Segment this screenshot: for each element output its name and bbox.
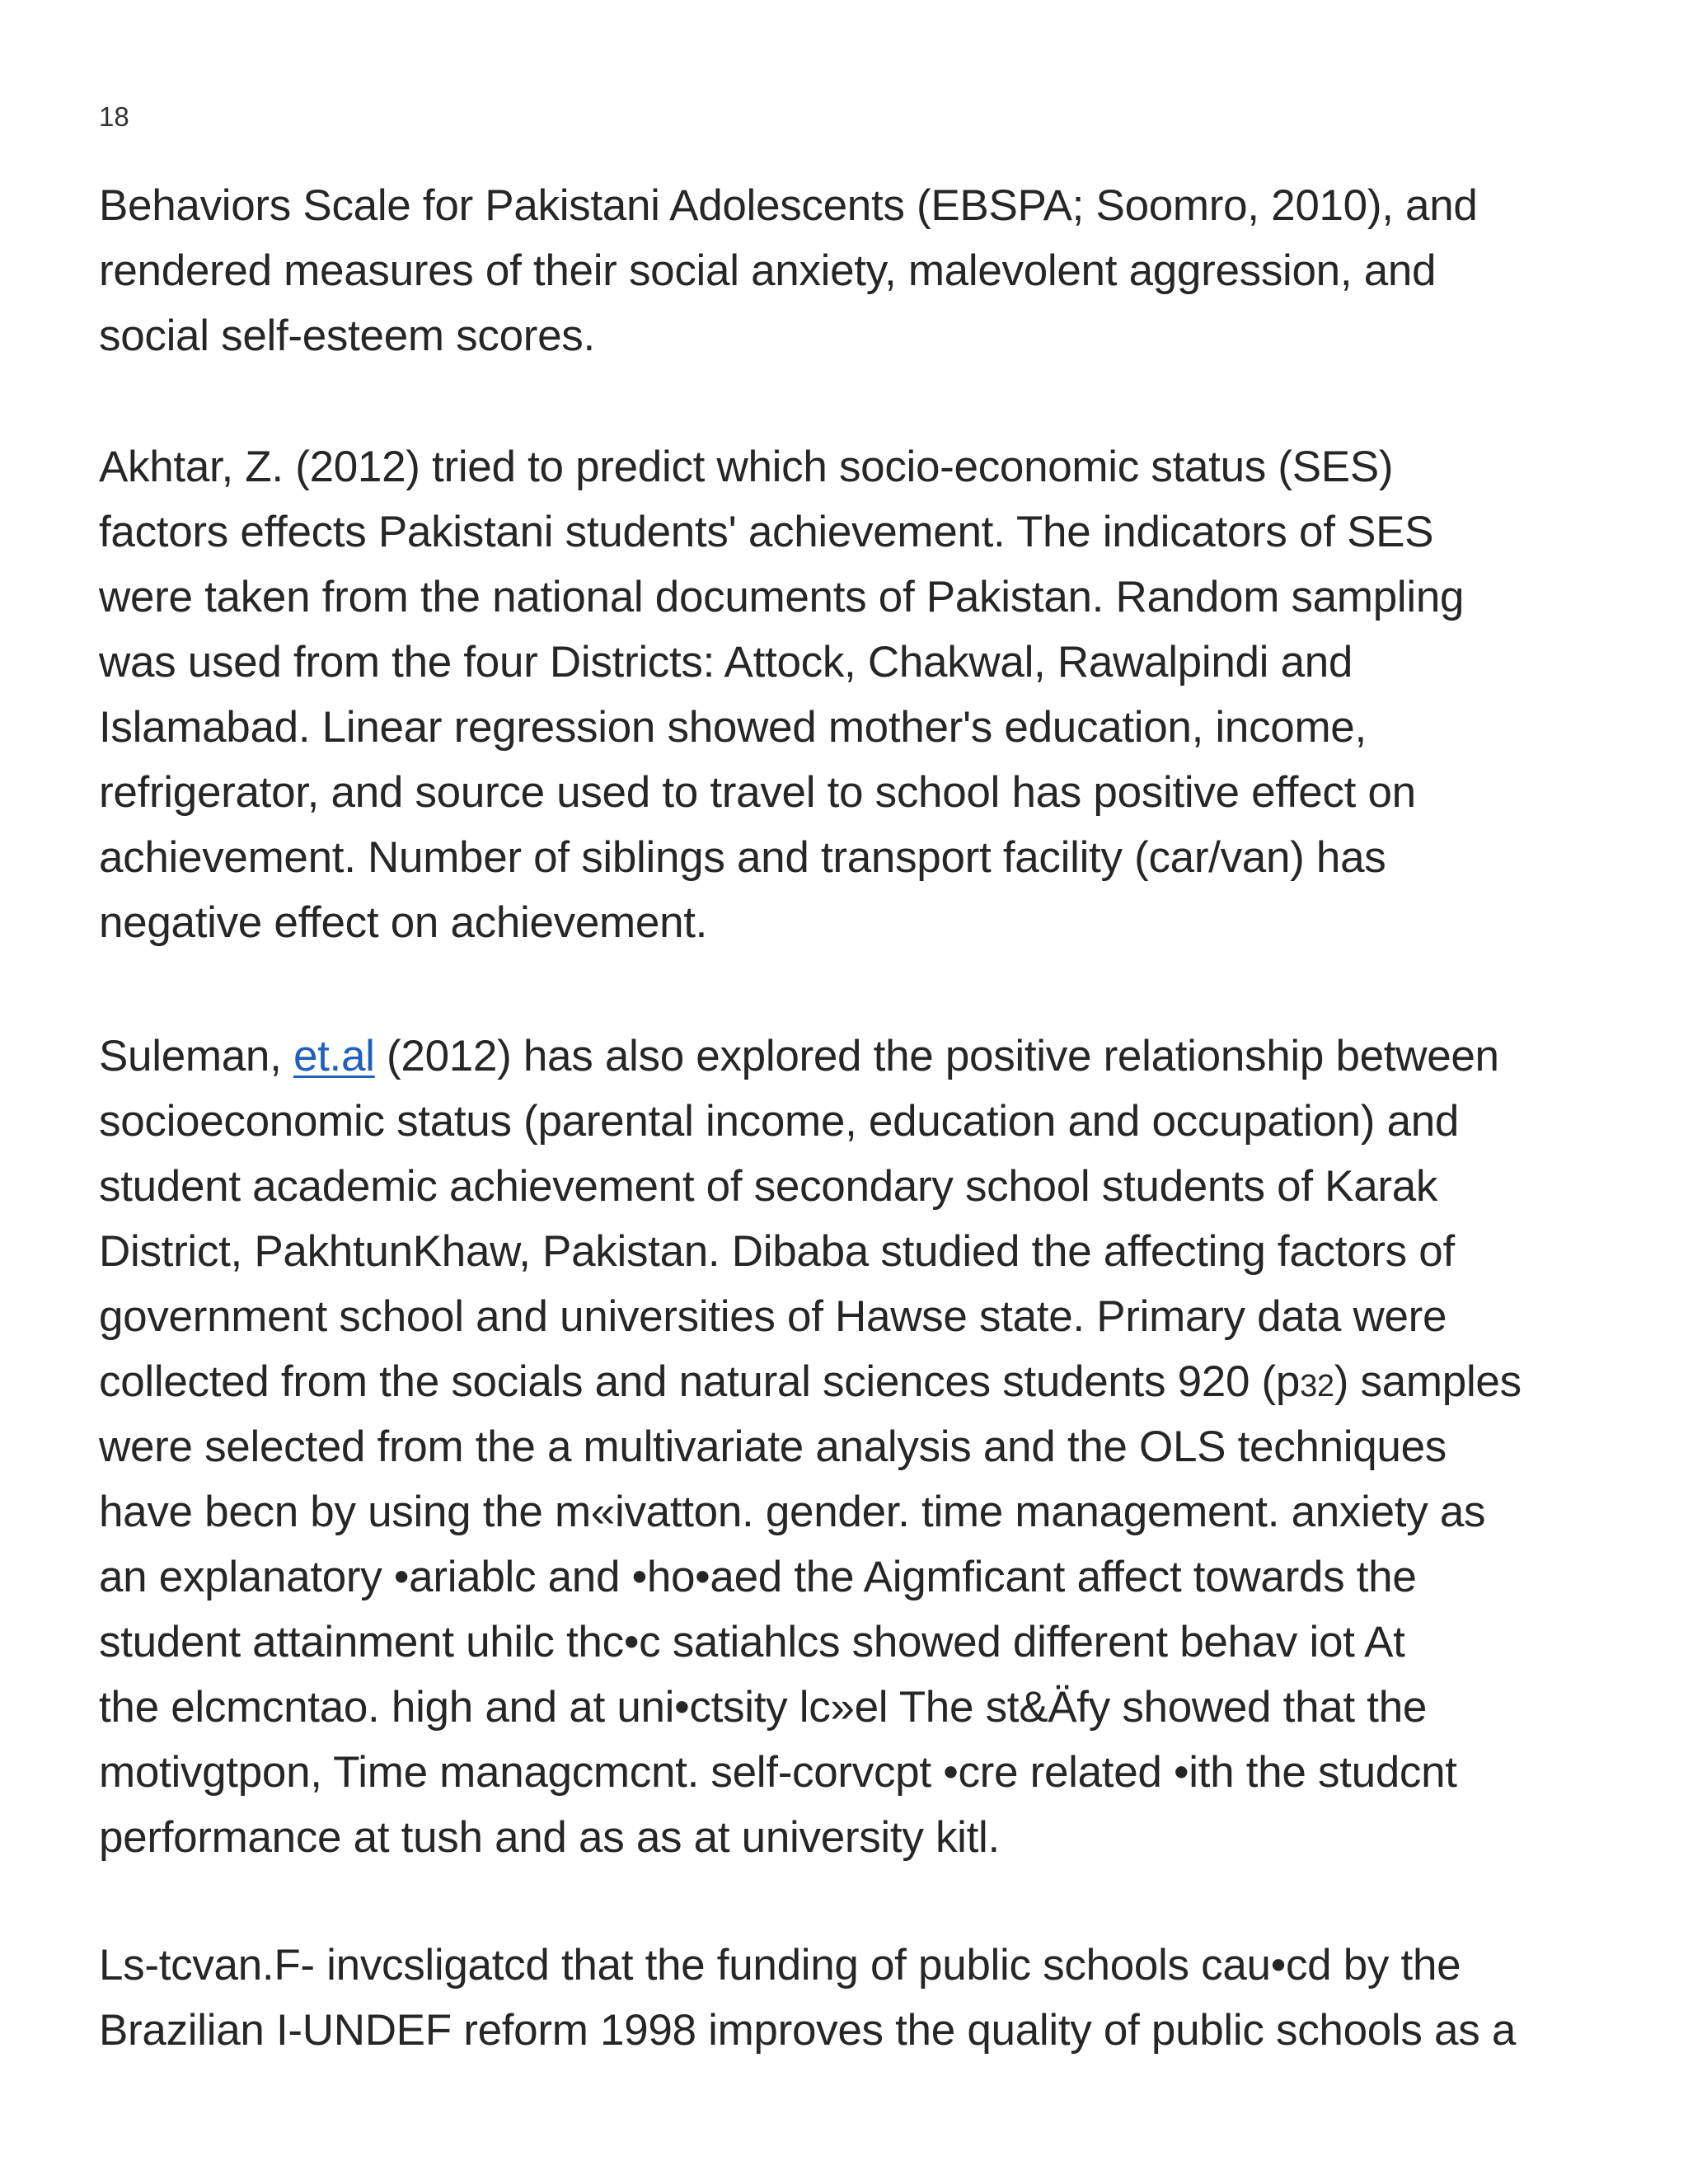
text-line: were taken from the national documents of Pakistan. Random sampling [99,573,1465,621]
text-line: negative effect on achievement. [99,898,708,947]
text-segment: (2012) has also explored the positive relationship between [374,1032,1499,1080]
text-line: rendered measures of their social anxiety, malevolent aggression, and [99,246,1437,295]
text-line: government school and universities of Hawse state. Primary data were [99,1292,1447,1341]
text-line: the elcmcntao. high and at uni•ctsity lc»el The st&Äfy showed that the [99,1683,1428,1732]
text-line: an explanatory •ariablc and •ho•aed the Aigmficant affect towards the [99,1553,1417,1601]
text-line: were selected from the a multivariate analysis and the OLS techniques [99,1422,1447,1471]
text-line: refrigerator, and source used to travel to school has positive effect on [99,768,1416,817]
text-line: factors effects Pakistani students' achievement. The indicators of SES [99,508,1434,556]
text-line: have becn by using the m«ivatton. gender. time management. anxiety as [99,1488,1486,1536]
text-line: achievement. Number of siblings and transport facility (car/van) has [99,833,1386,882]
text-line: Islamabad. Linear regression showed mother's education, income, [99,703,1367,752]
text-line [99,1024,1615,1089]
text-segment: ) samples [1334,1357,1522,1406]
text-segment: Suleman, [99,1032,293,1080]
paragraph-akhtar [99,434,1615,955]
text-line: student academic achievement of secondary school students of Karak [99,1162,1438,1211]
text-line: Akhtar, Z. (2012) tried to predict which socio-economic status (SES) [99,443,1394,491]
text-segment: collected from the socials and natural sciences students 920 (p [99,1357,1301,1406]
text-line: social self-esteem scores. [99,312,595,360]
text-line: Brazilian I-UNDEF reform 1998 improves the quality of public schools as a [99,2006,1517,2055]
text-line: socioeconomic status (parental income, education and occupation) and [99,1097,1460,1146]
page-number: 18 [99,101,129,132]
small-text-segment: 32 [1300,1369,1334,1404]
text-line: student attainment uhilc thc•c satiahlcs showed different behav iot At [99,1618,1405,1666]
paragraph-suleman [99,1024,1615,1870]
paragraph-brazil-fundef [99,1933,1615,2063]
paragraph-ebspa [99,173,1615,368]
text-line: District, PakhtunKhaw, Pakistan. Dibaba studied the affecting factors of [99,1227,1455,1276]
citation-link[interactable]: et.al [293,1032,375,1080]
text-line [99,1349,1615,1414]
text-line: motivgtpon, Time managcmcnt. self-corvcpt •cre related •ith the studcnt [99,1748,1457,1797]
text-line: Behaviors Scale for Pakistani Adolescents (EBSPA; Soomro, 2010), and [99,181,1478,230]
text-line: Ls-tcvan.F- invcsligatcd that the funding of public schools cau•cd by the [99,1941,1461,1990]
text-line: was used from the four Districts: Attock, Chakwal, Rawalpindi and [99,638,1353,687]
text-line: performance at tush and as as at university kitl. [99,1813,1000,1862]
